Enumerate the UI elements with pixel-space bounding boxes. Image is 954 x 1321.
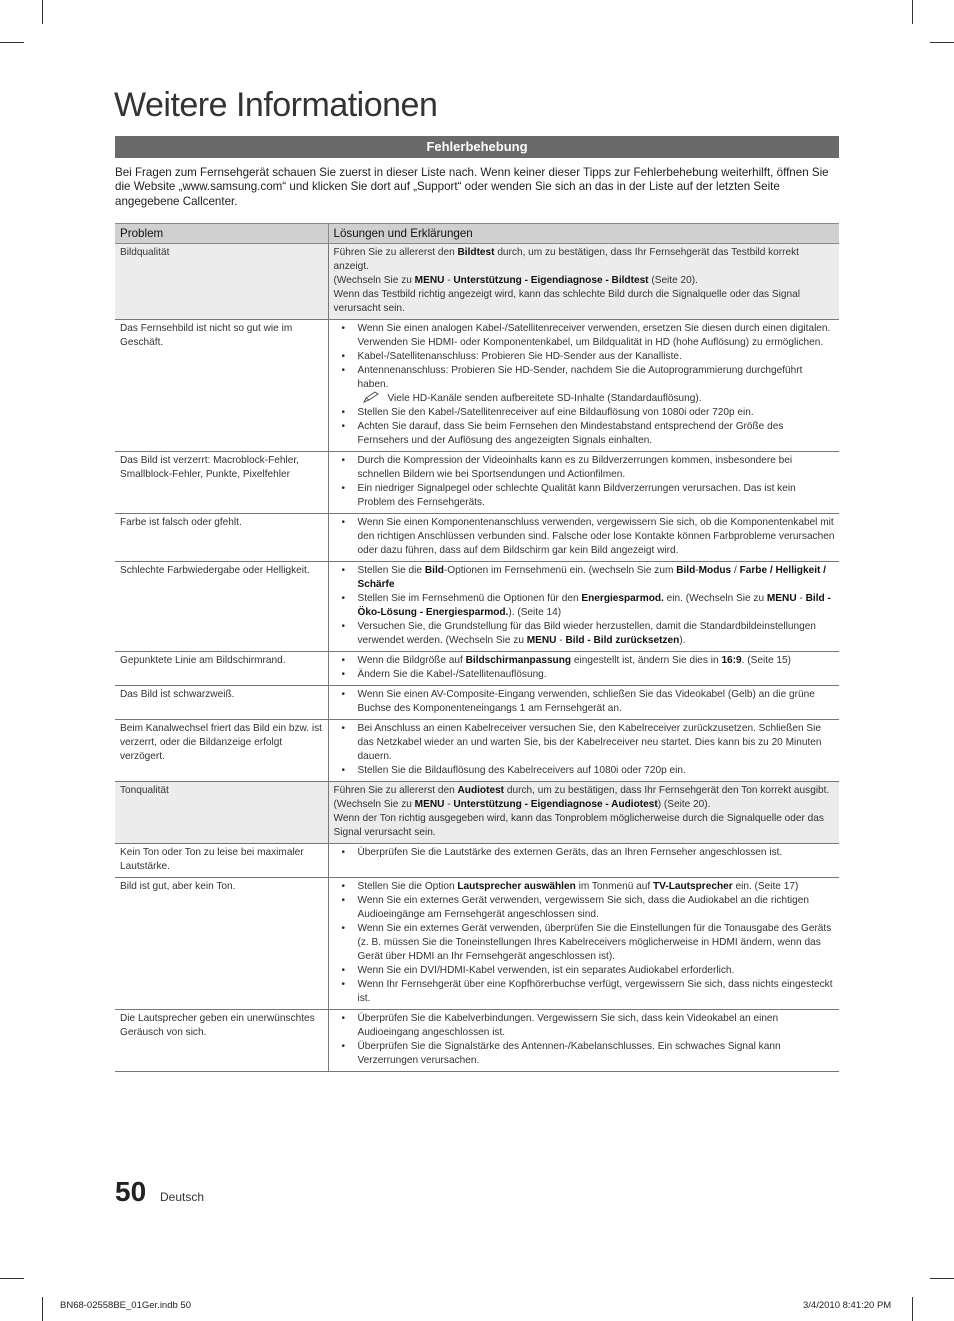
list-item: • Wenn Sie ein externes Gerät verwenden, überprüfen Sie die Einstellungen für die Tonausgabe des Geräts (z. B. müssen Sie die Toneinstellungen Ihres Kabelreceivers möglicherweise in HDMI ändern, wenn das Gerät über HDMI an Ihr Fernsehgerät angeschlossen ist).: [334, 922, 836, 964]
list-item: • Stellen Sie die Bild-Optionen im Fernsehmenü ein. (wechseln Sie zum Bild-Modus / Farbe / Helligkeit / Schärfe: [334, 564, 836, 592]
table-row: [115, 452, 839, 514]
problem-cell: Das Fernsehbild ist nicht so gut wie im Geschäft.: [115, 320, 328, 452]
troubleshooting-table: [115, 223, 839, 1072]
list-item: • Antennenanschluss: Probieren Sie HD-Sender, nachdem Sie die Autoprogrammierung durchgeführt haben.: [334, 364, 836, 392]
list-item: • Wenn Sie einen analogen Kabel-/Satellitenreceiver verwenden, ersetzen Sie diesen durch einen digitalen. Verwenden Sie HDMI- oder Komponentenkabel, um Bildqualität in HD (hohe Auflösung) zu ermöglichen.: [334, 322, 836, 350]
table-row: [115, 244, 839, 320]
troubleshooting-table-wrap: [115, 223, 839, 1072]
list-item: • Wenn Sie einen Komponentenanschluss verwenden, vergewissern Sie sich, ob die Komponentenkabel mit den richtigen Anschlüssen verbunden sind. Falsche oder lose Kontakte können Farbprobleme verursachen oder dazu führen, dass auf dem Bildschirm gar kein Bild angezeigt wird.: [334, 516, 836, 558]
crop-mark: [0, 42, 24, 43]
column-header-problem: Problem: [115, 224, 328, 244]
crop-mark: [912, 1297, 913, 1321]
problem-cell: Farbe ist falsch oder gfehlt.: [115, 514, 328, 562]
crop-mark: [0, 1278, 24, 1279]
note-pencil-icon: [362, 391, 380, 403]
list-item: • Kabel-/Satellitenanschluss: Probieren Sie HD-Sender aus der Kanalliste.: [334, 350, 836, 364]
solution-list: [334, 516, 836, 558]
solution-cell: [328, 562, 839, 652]
solution-cell: [328, 652, 839, 686]
solution-list: [334, 846, 836, 860]
crop-mark: [930, 42, 954, 43]
solution-cell: Führen Sie zu allererst den Audiotest durch, um zu bestätigen, dass Ihr Fernsehgerät den Ton korrekt ausgibt. (Wechseln Sie zu MENU - Unterstützung - Eigendiagnose - Audiotest) (Seite 20). Wenn der Ton richtig ausgegeben wird, kann das Tonproblem möglicherweise durch die Signalquelle oder das Signal verursacht sein.: [328, 782, 839, 844]
crop-mark: [930, 1278, 954, 1279]
list-item: • Wenn Sie ein DVI/HDMI-Kabel verwenden, ist ein separates Audiokabel erforderlich.: [334, 964, 836, 978]
list-item: • Ein niedriger Signalpegel oder schlechte Qualität kann Bildverzerrungen verursachen. Das ist kein Problem des Fernsehgeräts.: [334, 482, 836, 510]
solution-list: [334, 688, 836, 716]
note-item: Viele HD-Kanäle senden aufbereitete SD-Inhalte (Standardauflösung).: [334, 392, 836, 406]
solution-list: [334, 880, 836, 1006]
solution-list: [334, 1012, 836, 1068]
problem-cell: Beim Kanalwechsel friert das Bild ein bzw. ist verzerrt, oder die Bildanzeige erfolgt verzögert.: [115, 720, 328, 782]
table-row: [115, 1010, 839, 1072]
list-item: • Stellen Sie den Kabel-/Satellitenreceiver auf eine Bildauflösung von 1080i oder 720p ein.: [334, 406, 836, 420]
problem-cell: Bildqualität: [115, 244, 328, 320]
solution-cell: Führen Sie zu allererst den Bildtest durch, um zu bestätigen, dass Ihr Fernsehgerät das Testbild korrekt anzeigt. (Wechseln Sie zu MENU - Unterstützung - Eigendiagnose - Bildtest (Seite 20). Wenn das Testbild richtig angezeigt wird, kann das schlechte Bild durch die Signalquelle oder das Signal verursacht sein.: [328, 244, 839, 320]
section-heading: Fehlerbehebung: [115, 136, 839, 158]
footer-file-info: BN68-02558BE_01Ger.indb 50: [60, 1300, 191, 1311]
page-title: Weitere Informationen: [114, 86, 438, 124]
list-item: • Durch die Kompression der Videoinhalts kann es zu Bildverzerrungen kommen, insbesondere bei schnellen Bildern wie bei Sportsendungen und Actionfilmen.: [334, 454, 836, 482]
table-row: [115, 782, 839, 844]
table-row: [115, 844, 839, 878]
problem-cell: Tonqualität: [115, 782, 328, 844]
solution-list: [334, 654, 836, 682]
solution-cell: [328, 844, 839, 878]
column-header-solutions: Lösungen und Erklärungen: [328, 224, 839, 244]
solution-cell: [328, 1010, 839, 1072]
list-item: • Ändern Sie die Kabel-/Satellitenauflösung.: [334, 668, 836, 682]
list-item: • Überprüfen Sie die Kabelverbindungen. Vergewissern Sie sich, dass kein Videokabel an einen Audioeingang angeschlossen ist.: [334, 1012, 836, 1040]
solution-list: [334, 564, 836, 648]
solution-list: [334, 454, 836, 510]
list-item: • Wenn Sie ein externes Gerät verwenden, vergewissern Sie sich, dass die Audiokabel an die richtigen Audioeingänge am Fernsehgerät angeschlossen sind.: [334, 894, 836, 922]
problem-cell: Das Bild ist schwarzweiß.: [115, 686, 328, 720]
table-row: [115, 562, 839, 652]
solution-cell: [328, 320, 839, 452]
table-row: [115, 720, 839, 782]
solution-list: [334, 722, 836, 778]
footer-timestamp: 3/4/2010 8:41:20 PM: [803, 1300, 892, 1311]
list-item: • Stellen Sie im Fernsehmenü die Optionen für den Energiesparmod. ein. (Wechseln Sie zu MENU - Bild - Öko-Lösung - Energiesparmod.). (Seite 14): [334, 592, 836, 620]
solution-cell: [328, 514, 839, 562]
list-item: • Wenn Sie einen AV-Composite-Eingang verwenden, schließen Sie das Videokabel (Gelb) an die grüne Buchse des Komponenteneingangs 1 am Fernsehgerät an.: [334, 688, 836, 716]
solution-cell: [328, 878, 839, 1010]
intro-paragraph: Bei Fragen zum Fernsehgerät schauen Sie zuerst in dieser Liste nach. Wenn keiner dieser Tipps zur Fehlerbehebung weiterhilft, öffnen Sie die Website „www.samsung.com“ und klicken Sie dort auf „Support“ oder wenden Sie sich an das in der Liste auf der letzten Seite angegebene Callcenter.: [115, 166, 829, 208]
table-row: [115, 878, 839, 1010]
table-row: [115, 686, 839, 720]
solution-cell: [328, 720, 839, 782]
problem-cell: Kein Ton oder Ton zu leise bei maximaler Lautstärke.: [115, 844, 328, 878]
problem-cell: Das Bild ist verzerrt: Macroblock-Fehler, Smallblock-Fehler, Punkte, Pixelfehler: [115, 452, 328, 514]
table-row: [115, 320, 839, 452]
page-number: 50: [115, 1176, 147, 1207]
list-item: • Versuchen Sie, die Grundstellung für das Bild wieder herzustellen, damit die Standardbildeinstellungen verwendet werden. (Wechseln Sie zu MENU - Bild - Bild zurücksetzen).: [334, 620, 836, 648]
list-item: • Überprüfen Sie die Lautstärke des externen Geräts, das an Ihren Fernseher angeschlossen ist.: [334, 846, 836, 860]
problem-cell: Gepunktete Linie am Bildschirmrand.: [115, 652, 328, 686]
solution-cell: [328, 452, 839, 514]
crop-mark: [912, 0, 913, 24]
crop-mark: [42, 1297, 43, 1321]
list-item: • Wenn die Bildgröße auf Bildschirmanpassung eingestellt ist, ändern Sie dies in 16:9. (Seite 15): [334, 654, 836, 668]
list-item: • Achten Sie darauf, dass Sie beim Fernsehen den Mindestabstand entsprechend der Größe des Fernsehers und der Auflösung des angezeigten Signals einhalten.: [334, 420, 836, 448]
problem-cell: Die Lautsprecher geben ein unerwünschtes Geräusch von sich.: [115, 1010, 328, 1072]
problem-cell: Schlechte Farbwiedergabe oder Helligkeit.: [115, 562, 328, 652]
crop-mark: [42, 0, 43, 24]
table-header-row: [115, 224, 839, 244]
page-language: Deutsch: [160, 1190, 205, 1204]
solution-cell: [328, 686, 839, 720]
solution-list: [334, 322, 836, 448]
table-row: [115, 514, 839, 562]
list-item: • Stellen Sie die Option Lautsprecher auswählen im Tonmenü auf TV-Lautsprecher ein. (Seite 17): [334, 880, 836, 894]
list-item: • Stellen Sie die Bildauflösung des Kabelreceivers auf 1080i oder 720p ein.: [334, 764, 836, 778]
list-item: • Bei Anschluss an einen Kabelreceiver versuchen Sie, den Kabelreceiver zurückzusetzen. Schließen Sie das Netzkabel wieder an und warten Sie, bis der Kabelreceiver neu startet. Dies kann bis zu 20 Minuten dauern.: [334, 722, 836, 764]
list-item: • Überprüfen Sie die Signalstärke des Antennen-/Kabelanschlusses. Ein schwaches Signal kann Verzerrungen verursachen.: [334, 1040, 836, 1068]
table-row: [115, 652, 839, 686]
problem-cell: Bild ist gut, aber kein Ton.: [115, 878, 328, 1010]
list-item: • Wenn Ihr Fernsehgerät über eine Kopfhörerbuchse verfügt, vergewissern Sie sich, dass nichts eingesteckt ist.: [334, 978, 836, 1006]
